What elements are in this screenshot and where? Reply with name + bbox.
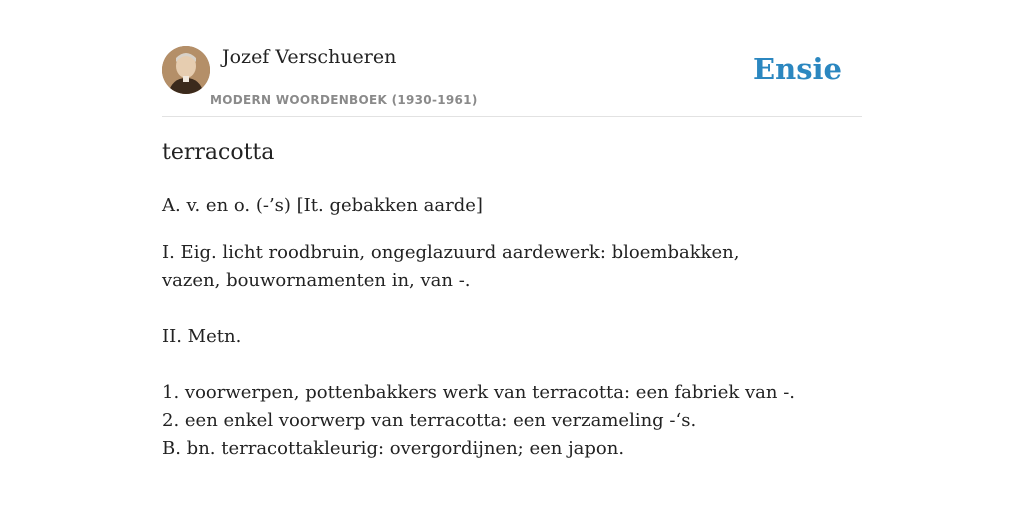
dictionary-source[interactable]: MODERN WOORDENBOEK (1930-1961) xyxy=(210,93,478,107)
portrait-icon xyxy=(162,46,210,94)
ensie-logo[interactable]: Ensie xyxy=(753,52,842,86)
entry-definition xyxy=(162,192,802,463)
spacer xyxy=(162,295,802,323)
definition-line: II. Metn. xyxy=(162,326,242,347)
spacer xyxy=(162,351,802,379)
entry-grammar: A. v. en o. (-’s) [It. gebakken aarde] xyxy=(162,195,483,216)
definition-line: B. bn. terracottakleurig: overgordijnen; een japon. xyxy=(162,438,625,459)
definition-line: I. Eig. licht roodbruin, ongeglazuurd aardewerk: bloembakken, vazen, bouwornamenten in, van -. xyxy=(162,242,740,291)
entry-term: terracotta xyxy=(162,140,275,165)
avatar[interactable] xyxy=(162,46,210,94)
definition-line: 1. voorwerpen, pottenbakkers werk van terracotta: een fabriek van -. xyxy=(162,382,796,403)
definition-line: 2. een enkel voorwerp van terracotta: een verzameling -‘s. xyxy=(162,410,697,431)
header xyxy=(162,46,862,117)
author-name[interactable]: Jozef Verschueren xyxy=(222,46,397,68)
